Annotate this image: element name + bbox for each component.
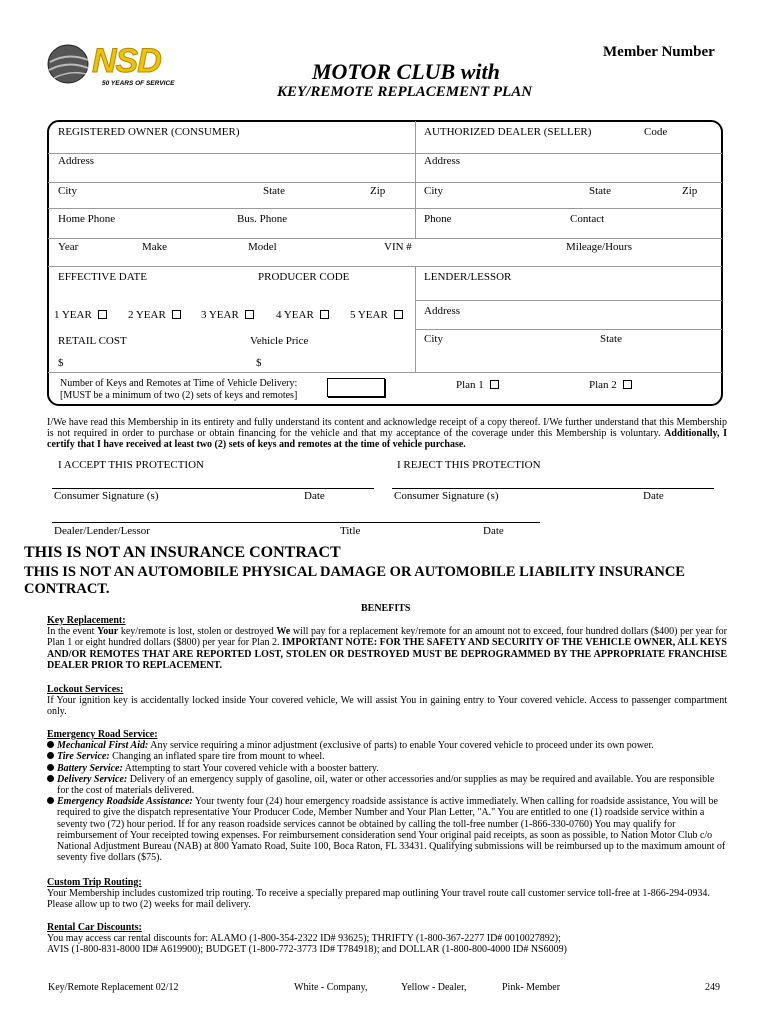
authorized-dealer-label: AUTHORIZED DEALER (SELLER)	[424, 126, 592, 138]
dealer-zip-field[interactable]: Zip	[682, 185, 698, 197]
dealer-state-field[interactable]: State	[589, 185, 611, 197]
vehicle-make-field[interactable]: Make	[142, 241, 168, 253]
bus-phone-field[interactable]: Bus. Phone	[237, 213, 288, 225]
lender-state-field[interactable]: State	[600, 333, 622, 345]
lockout-services-section: Lockout Services: If Your ignition key is accidentally locked inside Your covered vehicle, We will assist You in gaining entry to Your covered vehicle. Access to passenger compartment only.	[47, 684, 727, 718]
page-number: 249	[705, 982, 720, 993]
bullet-icon	[47, 775, 54, 782]
logo-text: NSD	[92, 42, 161, 80]
mileage-field[interactable]: Mileage/Hours	[566, 241, 632, 253]
vehicle-price-field[interactable]: $	[256, 357, 262, 369]
key-replacement-section: Key Replacement: In the event Your key/remote is lost, stolen or destroyed We will pay for a replacement key/remote for an amount not to exceed, four hundred dollars ($400) per year for Plan 1 or eight hundred dollars ($800) per year for Plan 2. IMPORTANT NOTE: FOR THE SAFETY AND SECURITY OF THE VEHICLE OWNER, ALL KEYS AND/OR REMOTES THAT ARE REPORTED LOST, STOLEN OR DESTROYED MUST BE DEPROGRAMMED BY THE APPROPRIATE FRANCHISE DEALER PRIOR TO REPLACEMENT.	[47, 615, 727, 671]
keys-minimum-note: [MUST be a minimum of two (2) sets of keys and remotes]	[60, 390, 298, 401]
retail-cost-label: RETAIL COST	[58, 335, 127, 347]
dealer-date-field[interactable]: Date	[483, 525, 504, 537]
vehicle-year-field[interactable]: Year	[58, 241, 79, 253]
bullet-icon	[47, 741, 54, 748]
member-number-label: Member Number	[603, 44, 715, 60]
copy-white-label: White - Company,	[294, 982, 368, 993]
bullet-icon	[47, 764, 54, 771]
term-1-year-checkbox[interactable]: 1 YEAR	[54, 309, 107, 321]
road-item-delivery: Delivery Service: Delivery of an emergency supply of gasoline, oil, water or other accessories and/or supplies as may be required and available. You are responsible for the cost of materials delivered.	[47, 774, 727, 796]
emergency-road-service-section: Emergency Road Service: Mechanical First Aid: Any service requiring a minor adjustment (exclusive of parts) to enable Your covered vehicle to proceed under its own power. Tire Service: Changing an inflated spare tire from mount to wheel. Battery Service: Attempting to start Your covered vehicle with a booster battery. Delivery Service: Delivery of an emergency supply of gasoline, oil, water or other accessories and/or supplies as may be required and available. You are responsible for the cost of materials delivered. Emergency Roadside Assistance: Your twenty four (24) hour emergency roadside assistance is active immediately. When calling for roadside assistance, You will be required to give the dispatch representative Your Producer Code, Member Number and Your Plan Letter, "A." You are entitled to one (1) roadside service within a seventy two (72) hour period. If for any reason roadside services cannot be obtained by calling the toll-free number (1-866-330-0760) You may qualify for reimbursement of Your receipted towing expenses. For reimbursement consideration send Your original paid receipts, as soon as possible, to Nation Motor Club c/o National Adjustment Bureau (NAB) at 800 Yamato Road, Suite 100, Boca Raton, FL 33431. Qualifying submissions will be reimbursed up to the maximum amount of seventy five dollars ($75).	[47, 729, 726, 864]
road-item-roadside: Emergency Roadside Assistance: Your twenty four (24) hour emergency roadside assistance is active immediately. When calling for roadside assistance, You will be required to give the dispatch representative Your Producer Code, Member Number and Your Plan Letter, "A." You are entitled to one (1) roadside service within a seventy two (72) hour period. If for any reason roadside services cannot be obtained by calling the toll-free number (1-866-330-0760) You may qualify for reimbursement of Your receipted towing expenses. For reimbursement consideration send Your original paid receipts, as soon as possible, to Nation Motor Club c/o National Adjustment Bureau (NAB) at 800 Yamato Road, Suite 100, Boca Raton, FL 33431. Qualifying submissions will be reimbursed up to the maximum amount of seventy five dollars ($75).	[47, 796, 727, 863]
dealer-phone-field[interactable]: Phone	[424, 213, 452, 225]
owner-address-field[interactable]: Address	[58, 155, 95, 167]
company-logo	[44, 40, 194, 92]
term-2-year-checkbox[interactable]: 2 YEAR	[128, 309, 181, 321]
registered-owner-label: REGISTERED OWNER (CONSUMER)	[58, 126, 240, 138]
reject-signature-field[interactable]: Consumer Signature (s)	[394, 490, 499, 502]
lender-city-field[interactable]: City	[424, 333, 443, 345]
not-insurance-heading: THIS IS NOT AN INSURANCE CONTRACT	[24, 544, 341, 561]
retail-cost-field[interactable]: $	[58, 357, 64, 369]
keys-count-input[interactable]	[327, 378, 385, 397]
dealer-address-field[interactable]: Address	[424, 155, 461, 167]
owner-state-field[interactable]: State	[263, 185, 285, 197]
road-item-mechanical: Mechanical First Aid: Any service requiring a minor adjustment (exclusive of parts) to enable Your covered vehicle to proceed under its own power.	[47, 740, 727, 751]
bullet-icon	[47, 797, 54, 804]
dealer-city-field[interactable]: City	[424, 185, 443, 197]
copy-pink-label: Pink- Member	[502, 982, 561, 993]
page-subtitle: KEY/REMOTE REPLACEMENT PLAN	[277, 84, 533, 100]
vehicle-price-label: Vehicle Price	[250, 335, 309, 347]
keys-count-label: Number of Keys and Remotes at Time of Vehicle Delivery:	[60, 378, 298, 389]
page-title: MOTOR CLUB with	[312, 59, 500, 84]
accept-signature-field[interactable]: Consumer Signature (s)	[54, 490, 159, 502]
bullet-icon	[47, 752, 54, 759]
plan-2-checkbox[interactable]: Plan 2	[589, 379, 632, 391]
dealer-contact-field[interactable]: Contact	[570, 213, 605, 225]
lender-address-field[interactable]: Address	[424, 305, 461, 317]
signer-title-field[interactable]: Title	[340, 525, 361, 537]
code-label: Code	[644, 126, 668, 138]
reject-date-field[interactable]: Date	[643, 490, 664, 502]
lender-lessor-label: LENDER/LESSOR	[424, 271, 512, 283]
road-item-battery: Battery Service: Attempting to start Your covered vehicle with a booster battery.	[47, 763, 727, 774]
owner-zip-field[interactable]: Zip	[370, 185, 386, 197]
logo-tagline: 50 YEARS OF SERVICE	[102, 80, 175, 87]
effective-date-field[interactable]: EFFECTIVE DATE	[58, 271, 147, 283]
term-3-year-checkbox[interactable]: 3 YEAR	[201, 309, 254, 321]
term-4-year-checkbox[interactable]: 4 YEAR	[276, 309, 329, 321]
copy-yellow-label: Yellow - Dealer,	[401, 982, 467, 993]
home-phone-field[interactable]: Home Phone	[58, 213, 116, 225]
term-5-year-checkbox[interactable]: 5 YEAR	[350, 309, 403, 321]
benefits-heading: BENEFITS	[361, 603, 411, 614]
accept-date-field[interactable]: Date	[304, 490, 325, 502]
road-item-tire: Tire Service: Changing an inflated spare tire from mount to wheel.	[47, 751, 727, 762]
dealer-lender-signature-field[interactable]: Dealer/Lender/Lessor	[54, 525, 150, 537]
custom-trip-routing-section: Custom Trip Routing: Your Membership includes customized trip routing. To receive a specially prepared map outlining Your travel route call customer service toll-free at 1-866-294-0934. Please allow up to two (2) weeks for mail delivery.	[47, 877, 710, 911]
rental-car-discounts-section: Rental Car Discounts: You may access car rental discounts for: ALAMO (1-800-354-2322 ID# 93625); THRIFTY (1-800-367-2277 ID# 0010027892); AVIS (1-800-831-8000 ID# A619900); BUDGET (1-800-772-3773 ID# T784918); and DOLLAR (1-800-800-4000 ID# NS6009)	[47, 922, 567, 956]
registration-form	[47, 120, 723, 406]
accept-protection-label: I ACCEPT THIS PROTECTION	[58, 459, 204, 471]
not-auto-insurance-heading: THIS IS NOT AN AUTOMOBILE PHYSICAL DAMAGE OR AUTOMOBILE LIABILITY INSURANCE CONTRACT.	[24, 564, 685, 597]
vehicle-model-field[interactable]: Model	[248, 241, 277, 253]
acknowledgement-text: I/We have read this Membership in its entirety and fully understand its content and acknowledge receipt of a copy thereof. I/We further understand that this Membership is not required in order to purchase or obtain financing for the vehicle and that my acceptance of the coverage under this Membership is voluntary. Additionally, I certify that I have received at least two (2) sets of keys and remotes at the time of vehicle purchase.	[47, 417, 728, 451]
vin-field[interactable]: VIN #	[384, 241, 412, 253]
reject-protection-label: I REJECT THIS PROTECTION	[397, 459, 541, 471]
plan-1-checkbox[interactable]: Plan 1	[456, 379, 499, 391]
form-id: Key/Remote Replacement 02/12	[48, 982, 179, 993]
producer-code-field[interactable]: PRODUCER CODE	[258, 271, 350, 283]
owner-city-field[interactable]: City	[58, 185, 77, 197]
